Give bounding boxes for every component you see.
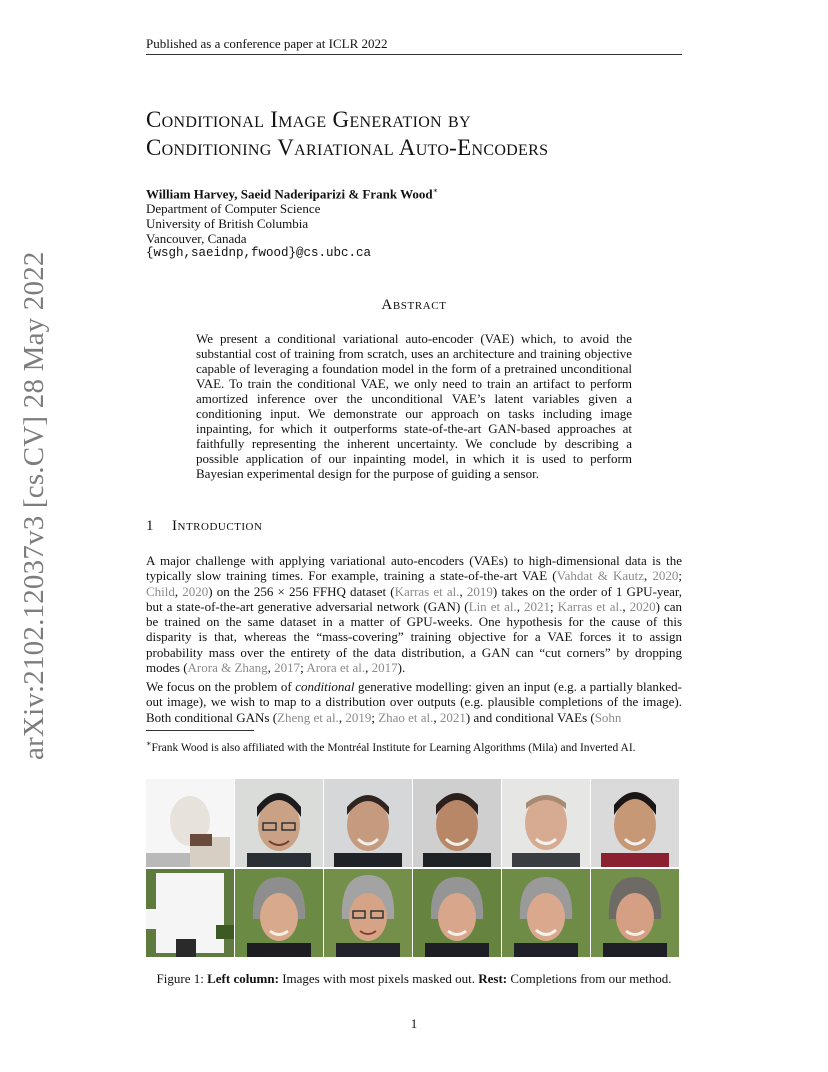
author-block <box>146 183 438 261</box>
citation-link[interactable]: 2017 <box>274 660 301 676</box>
title-line-1: Conditional Image Generation by <box>146 107 471 132</box>
running-header: Published as a conference paper at ICLR 2022 <box>146 36 682 55</box>
citation-link[interactable]: Arora et al. <box>306 660 366 676</box>
citation-link[interactable]: Vahdat & Kautz <box>556 568 645 584</box>
title-line-2: Conditioning Variational Auto-Encoders <box>146 135 549 160</box>
page-number: 1 <box>410 1016 418 1031</box>
completed-face-image <box>591 869 679 957</box>
citation-link[interactable]: 2020 <box>652 568 679 584</box>
citation-link[interactable]: 2021 <box>524 598 550 614</box>
citation-link[interactable]: Karras et al. <box>557 598 623 614</box>
author-university: University of British Columbia <box>146 216 309 232</box>
footnote-rule <box>146 730 254 731</box>
citation-link[interactable]: 2017 <box>371 660 398 676</box>
completed-face-image <box>413 869 501 957</box>
citation-link[interactable]: Zheng et al. <box>277 709 339 725</box>
figure-face-grid <box>146 779 682 960</box>
citation-link[interactable]: Child <box>146 583 175 599</box>
completed-face-image <box>324 869 412 957</box>
intro-paragraph-2: We focus on the problem of conditional generative modelling: given an input (e.g. a partially blanked-out image), we wish to map to a distribution over outputs (e.g. plausible completions of the image). Both conditional GANs (Zheng et al., 2019; Zhao et al., 2021) and conditional VAEs (Sohn <box>146 679 682 725</box>
citation-link[interactable]: Zhao et al. <box>378 709 434 725</box>
masked-face-image <box>146 779 234 867</box>
author-city: Vancouver, Canada <box>146 231 247 247</box>
citation-link[interactable]: Karras et al. <box>394 583 460 599</box>
section-number: 1 <box>146 518 154 534</box>
citation-link[interactable]: 2021 <box>439 709 466 725</box>
author-department: Department of Computer Science <box>146 201 321 217</box>
citation-link[interactable]: 2019 <box>466 583 493 599</box>
footnote: ∗Frank Wood is also affiliated with the Montréal Institute for Learning Algorithms (Mila) and Inverted AI. <box>146 739 636 754</box>
paper-title <box>146 106 706 162</box>
completed-face-image <box>235 779 323 867</box>
citation-link[interactable]: 2019 <box>345 709 372 725</box>
abstract-heading: Abstract <box>381 297 447 313</box>
citation-link[interactable]: 2020 <box>629 598 656 614</box>
citation-link[interactable]: Arora & Zhang <box>187 660 268 676</box>
section-title: Introduction <box>172 518 263 534</box>
completed-face-image <box>413 779 501 867</box>
citation-link[interactable]: Lin et al. <box>468 598 517 614</box>
figure-caption: Figure 1: Left column: Images with most pixels masked out. Rest: Completions from our method. <box>156 971 672 986</box>
intro-paragraph-1: A major challenge with applying variational auto-encoders (VAEs) to high-dimensional data is the typically slow training times. For example, training a state-of-the-art VAE (Vahdat & Kautz, 2020; Child, 2020) on the 256 × 256 FFHQ dataset (Karras et al., 2019) takes on the order of 1 GPU-year, but a state-of-the-art generative adversarial network (GAN) (Lin et al., 2021; Karras et al., 2020) can be trained on the same dataset in a matter of GPU-weeks. One hypothesis for the cause of this disparity is that, whereas the “mass-covering” training objective for a VAE forces it to assign probability mass over the entirety of the data distribution, a GAN can “cut corners” by dropping modes (Arora & Zhang, 2017; Arora et al., 2017). <box>146 553 683 676</box>
citation-link[interactable]: 2020 <box>182 583 209 599</box>
completed-face-image <box>502 869 590 957</box>
completed-face-image <box>235 869 323 957</box>
completed-face-image <box>324 779 412 867</box>
completed-face-image <box>591 779 679 867</box>
citation-link[interactable]: Sohn <box>594 709 622 725</box>
author-footnote-mark: ∗ <box>432 186 439 195</box>
section-heading <box>146 518 262 535</box>
completed-face-image <box>502 779 590 867</box>
arxiv-stamp: arXiv:2102.12037v3 [cs.CV] 28 May 2022 <box>18 251 50 760</box>
author-names: William Harvey, Saeid Naderiparizi & Frank Wood <box>146 186 433 202</box>
masked-face-image <box>146 869 234 957</box>
abstract-text: We present a conditional variational auto-encoder (VAE) which, to avoid the substantial cost of training from scratch, uses an architecture and training objective capable of leveraging a foundation model in the form of a pretrained unconditional VAE. To train the conditional VAE, we only need to train an artifact to perform amortized inference over the unconditional VAE’s latent variables given a conditioning input. We demonstrate our approach on tasks including image inpainting, for which it outperforms state-of-the-art GAN-based approaches at faithfully representing the inherent uncertainty. We conclude by describing a possible application of our inpainting model, in which it is used to perform Bayesian experimental design for the purpose of guiding a sensor. <box>196 331 632 481</box>
author-email: {wsgh,saeidnp,fwood}@cs.ubc.ca <box>146 246 372 261</box>
